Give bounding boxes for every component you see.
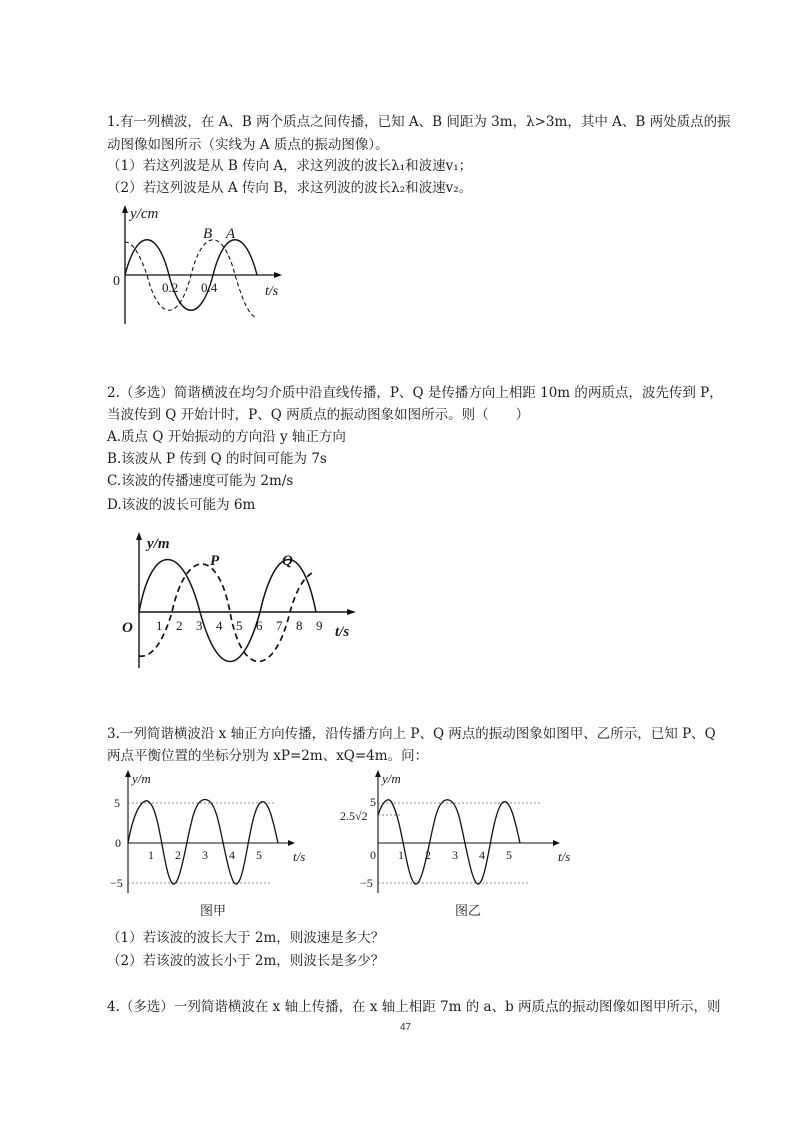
q3a-xlabel: t/s — [293, 849, 306, 864]
q1-vibration-graph — [105, 200, 295, 330]
q2-tick-2: 2 — [176, 618, 183, 633]
q3b-origin: 0 — [370, 848, 376, 862]
q3b-ym5: −5 — [360, 876, 373, 890]
q2-xlabel: t/s — [335, 624, 350, 640]
q3-line-2: 两点平衡位置的坐标分别为 xP=2m、xQ=4m。问： — [107, 748, 429, 764]
q4-line-1: 4.（多选）一列简谐横波在 x 轴上传播，在 x 轴上相距 7m 的 a、b 两质点的振动图像如图甲所示，则 — [107, 999, 721, 1015]
q2-option-c: C.该波的传播速度可能为 2m/s — [107, 473, 294, 489]
q2-origin: O — [122, 620, 133, 636]
q2-vibration-graph — [110, 528, 370, 670]
q3a-origin: 0 — [115, 836, 121, 850]
q3b-tick-5: 5 — [506, 848, 512, 862]
q2-curve-Q-solid — [139, 560, 316, 662]
q3b-y5: 5 — [370, 795, 376, 809]
q1-line-2: 动图像如图所示（实线为 A 质点的振动图像）。 — [107, 137, 389, 153]
q3a-tick-5: 5 — [256, 848, 262, 862]
q3b-caption-text: 图乙 — [455, 904, 482, 919]
q3a-ym5: −5 — [110, 876, 123, 890]
q2-line-1: 2.（多选）简谐横波在均匀介质中沿直线传播，P、Q 是传播方向上相距 10m 的两质点，波先传到 P， — [107, 385, 723, 401]
q1-tick-02: 0.2 — [162, 280, 179, 295]
q1-origin: 0 — [113, 274, 120, 289]
q3b-ylabel: y/m — [382, 771, 401, 786]
q3-graph-yi — [330, 765, 580, 900]
q1-tick-04: 0.4 — [201, 280, 218, 295]
q3-sub-1: （1）若该波的波长大于 2m，则波速是多大？ — [107, 930, 385, 946]
q2-label-P: P — [210, 553, 220, 569]
q2-tick-8: 8 — [296, 618, 303, 633]
q1-curve-B-dashed — [125, 240, 257, 318]
q3a-tick-3: 3 — [202, 848, 208, 862]
q2-line-2: 当波传到 Q 开始计时，P、Q 两质点的振动图象如图所示。则（ ） — [107, 407, 530, 423]
q2-option-b: B.该波从 P 传到 Q 的时间可能为 7s — [107, 451, 327, 467]
q3a-tick-1: 1 — [148, 848, 154, 862]
q1-ylabel: y/cm — [130, 206, 159, 222]
q3a-tick-2: 2 — [175, 848, 181, 862]
q3b-tick-3: 3 — [452, 848, 458, 862]
q3b-tick-2: 2 — [425, 848, 431, 862]
q3-line-1: 3.一列简谐横波沿 x 轴正方向传播，沿传播方向上 P、Q 两点的振动图象如图甲、乙所示，已知 P、Q — [107, 726, 716, 742]
q3b-xlabel: t/s — [558, 849, 571, 864]
q2-tick-5: 5 — [236, 618, 243, 633]
q2-tick-1: 1 — [156, 618, 163, 633]
q2-tick-7: 7 — [276, 618, 283, 633]
q3a-curve — [128, 800, 278, 885]
q2-label-Q: Q — [282, 553, 293, 569]
q1-line-1: 1.有一列横波，在 A、B 两个质点之间传播，已知 A、B 间距为 3m，λ>3m，其中 A、B 两处质点的振 — [107, 114, 731, 130]
q1-line-3: （1）若这列波是从 B 传向 A，求这列波的波长λ₁和波速v₁； — [107, 158, 473, 174]
q3b-tick-1: 1 — [398, 848, 404, 862]
q2-curve-P-dashed — [139, 564, 314, 662]
q3a-y5: 5 — [114, 796, 120, 810]
q3-sub-2: （2）若该波的波长小于 2m，则波长是多少？ — [107, 953, 385, 969]
q1-label-A: A — [226, 226, 236, 242]
q3b-tick-4: 4 — [479, 848, 485, 862]
page-number: 47 — [400, 1022, 412, 1033]
q3b-yroot: 2.5√2 — [340, 809, 368, 823]
q2-option-d: D.该波的波长可能为 6m — [107, 497, 256, 513]
q3a-tick-4: 4 — [229, 848, 235, 862]
q2-tick-4: 4 — [216, 618, 223, 633]
q2-option-a: A.质点 Q 开始振动的方向沿 y 轴正方向 — [107, 429, 346, 445]
q2-tick-6: 6 — [256, 618, 263, 633]
q1-xlabel: t/s — [265, 284, 279, 299]
q2-tick-3: 3 — [196, 618, 203, 633]
q2-tick-9: 9 — [316, 618, 323, 633]
q3a-ylabel: y/m — [132, 771, 151, 786]
q1-line-4: （2）若这列波是从 A 传向 B，求这列波的波长λ₂和波速v₂。 — [107, 180, 473, 196]
q2-ylabel: y/m — [147, 536, 170, 552]
q3a-caption-text: 图甲 — [200, 904, 227, 919]
q3-graph-jia — [110, 765, 310, 900]
q3b-curve — [378, 800, 520, 884]
q1-label-B: B — [203, 226, 213, 242]
